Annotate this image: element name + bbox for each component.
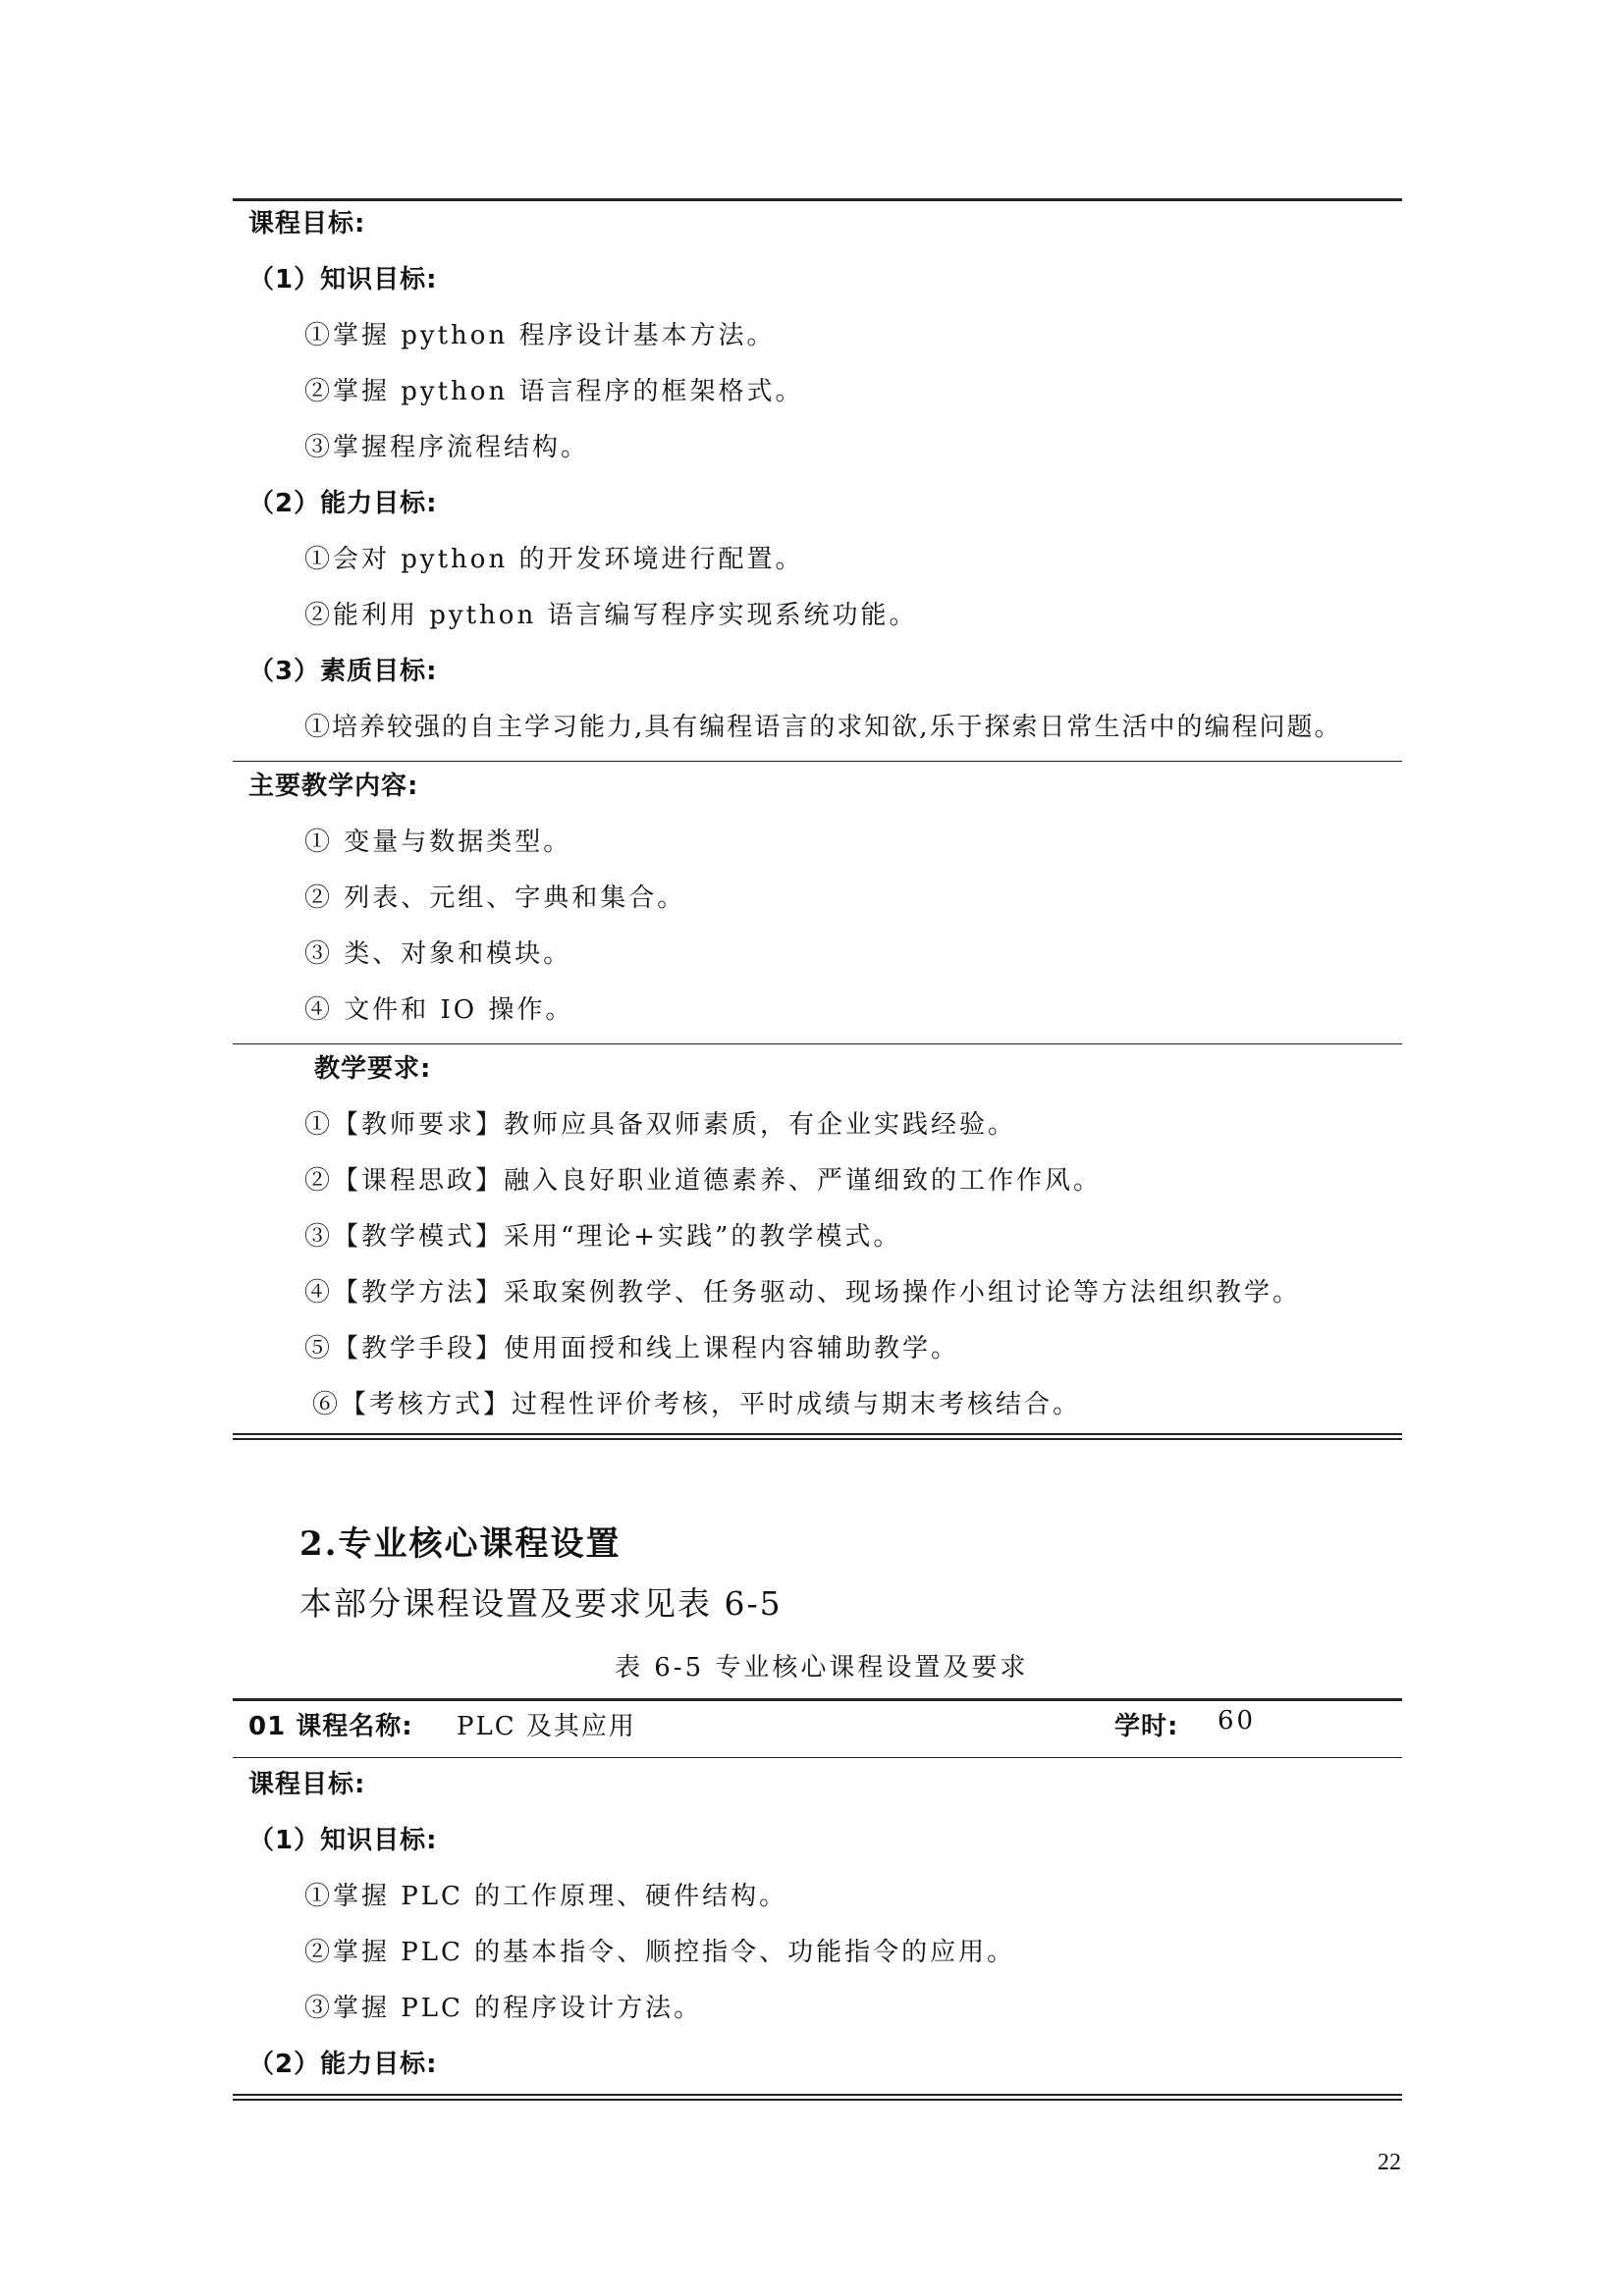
goals-heading: 课程目标:	[248, 209, 366, 239]
list-item: ③掌握 PLC 的程序设计方法。	[304, 1994, 703, 2023]
list-item: ④【教学方法】采取案例教学、任务驱动、现场操作小组讨论等方法组织教学。	[304, 1278, 1302, 1308]
list-item: ①【教师要求】教师应具备双师素质，有企业实践经验。	[304, 1110, 1017, 1140]
section-intro: 本部分课程设置及要求见表 6-5	[299, 1584, 783, 1623]
table-bottom-rule	[233, 1433, 1402, 1435]
knowledge-heading: （1）知识目标:	[248, 1826, 438, 1855]
hours-label: 学时:	[1114, 1712, 1179, 1741]
list-item: ③掌握程序流程结构。	[304, 433, 590, 462]
list-item: ②【课程思政】融入良好职业道德素养、严谨细致的工作作风。	[304, 1166, 1103, 1196]
ability-heading: （2）能力目标:	[248, 489, 438, 518]
table-top-rule	[233, 198, 1402, 201]
list-item: ④ 文件和 IO 操作。	[304, 995, 574, 1025]
list-item: ②掌握 python 语言程序的框架格式。	[304, 377, 804, 406]
list-item: ⑥【考核方式】过程性评价考核，平时成绩与期末考核结合。	[312, 1390, 1082, 1419]
table-bottom-rule	[233, 2094, 1402, 2096]
list-item: ⑤【教学手段】使用面授和线上课程内容辅助教学。	[304, 1334, 960, 1363]
list-item: ② 列表、元组、字典和集合。	[304, 883, 686, 913]
course-name-value: PLC 及其应用	[457, 1712, 636, 1741]
hours-value: 60	[1218, 1706, 1257, 1735]
table-rule	[233, 1757, 1402, 1758]
course-name-label: 01 课程名称:	[248, 1712, 413, 1741]
table-caption: 表 6-5 专业核心课程设置及要求	[615, 1653, 1029, 1682]
section-title: 2.专业核心课程设置	[299, 1524, 622, 1564]
page-number: 22	[1378, 2150, 1401, 2175]
requirements-heading: 教学要求:	[314, 1054, 432, 1084]
list-item: ① 变量与数据类型。	[304, 828, 572, 857]
list-item: ①掌握 PLC 的工作原理、硬件结构。	[304, 1882, 788, 1911]
list-item: ③【教学模式】采用“理论+实践”的教学模式。	[304, 1222, 902, 1252]
goals-heading: 课程目标:	[248, 1770, 366, 1799]
table-rule	[233, 761, 1402, 762]
list-item: ③ 类、对象和模块。	[304, 939, 572, 969]
list-item: ②掌握 PLC 的基本指令、顺控指令、功能指令的应用。	[304, 1938, 1016, 1967]
table-bottom-rule	[233, 1438, 1402, 1440]
list-item: ②能利用 python 语言编写程序实现系统功能。	[304, 601, 918, 630]
quality-heading: （3）素质目标:	[248, 657, 438, 686]
knowledge-heading: （1）知识目标:	[248, 265, 438, 294]
ability-heading: （2）能力目标:	[248, 2050, 438, 2079]
content-heading: 主要教学内容:	[248, 772, 419, 801]
table-top-rule	[233, 1698, 1402, 1701]
list-item: ①掌握 python 程序设计基本方法。	[304, 321, 776, 350]
list-item: ①会对 python 的开发环境进行配置。	[304, 545, 804, 574]
table-rule	[233, 1043, 1402, 1044]
list-item: ①培养较强的自主学习能力,具有编程语言的求知欲,乐于探索日常生活中的编程问题。	[304, 713, 1342, 742]
table-bottom-rule	[233, 2099, 1402, 2101]
